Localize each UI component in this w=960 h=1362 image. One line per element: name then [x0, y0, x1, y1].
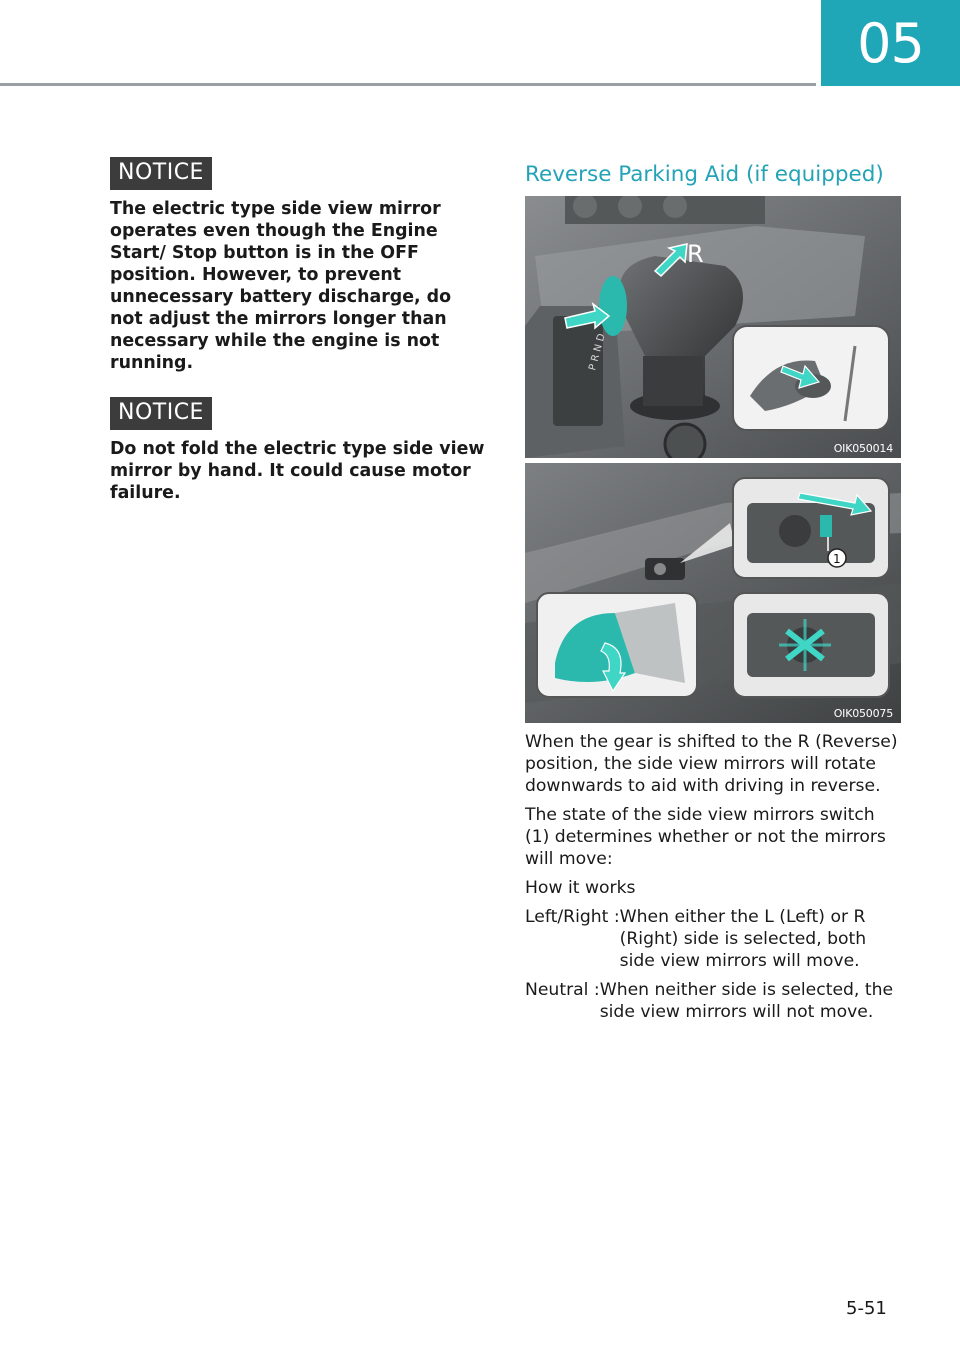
definition-row — [525, 979, 903, 1023]
figure-code: OIK050075 — [833, 707, 893, 720]
notice-text: Do not fold the electric type side view mirror by hand. It could cause motor failure. — [110, 439, 485, 503]
notice-text: The electric type side view mirror operates even though the Engine Start/ Stop button is in the OFF position. However, to prevent unnecessary battery discharge, do not adjust the mirrors longer than necessary while the engine is not running. — [110, 199, 452, 373]
notice-block — [110, 397, 488, 504]
figure-code: OIK050014 — [833, 442, 893, 455]
gear-shifter-drawing — [525, 196, 901, 458]
shift-pattern-label: P R N D — [587, 332, 608, 372]
mirror-switch-illustration — [525, 463, 901, 723]
gear-shifter-illustration — [525, 196, 901, 458]
reverse-gear-label: R — [687, 240, 704, 268]
left-column — [110, 157, 488, 504]
notice-badge: NOTICE — [110, 157, 212, 190]
header-rule — [0, 83, 816, 86]
chapter-tab: 05 — [821, 0, 960, 86]
right-column — [525, 160, 903, 1030]
paragraph: The state of the side view mirrors switch (1) determines whether or not the mirrors will move: — [525, 805, 886, 869]
mirror-switch-drawing — [525, 463, 901, 723]
switch-callout-number: 1 — [833, 552, 841, 566]
notice-block — [110, 157, 488, 374]
definition-term: Neutral : — [525, 980, 600, 1000]
definition-desc: When either the L (Left) or R (Right) side is selected, both side view mirrors will move. — [619, 907, 867, 971]
definition-desc: When neither side is selected, the side view mirrors will not move. — [599, 980, 894, 1022]
page-number: 5-51 — [846, 1298, 887, 1319]
paragraph: How it works — [525, 878, 636, 898]
paragraph: When the gear is shifted to the R (Reverse) position, the side view mirrors will rotate downwards to aid with driving in reverse. — [525, 732, 898, 796]
definition-term: Left/Right : — [525, 907, 620, 927]
definition-row — [525, 906, 903, 972]
notice-badge: NOTICE — [110, 397, 212, 430]
section-title: Reverse Parking Aid (if equipped) — [525, 162, 884, 187]
section-body — [525, 731, 903, 1023]
